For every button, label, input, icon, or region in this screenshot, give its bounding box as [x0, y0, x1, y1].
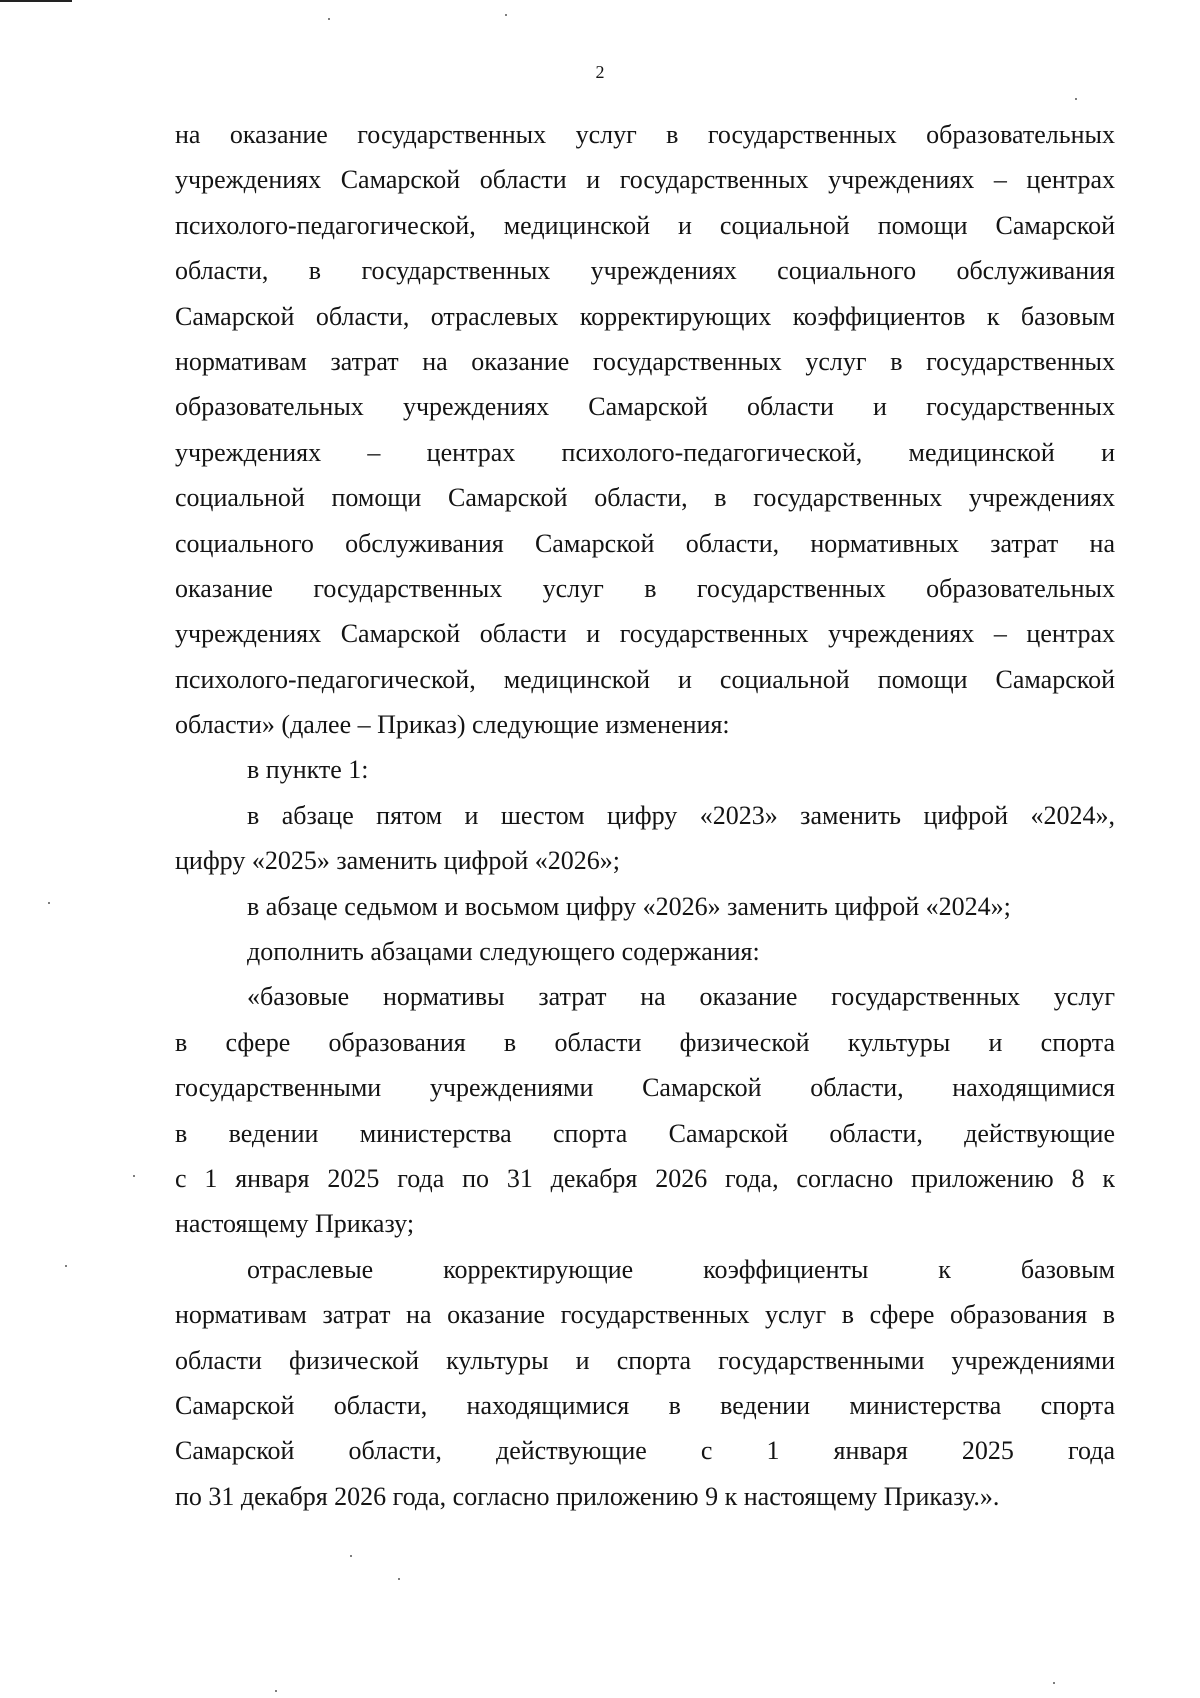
- text-line: нормативам затрат на оказание государственных услуг в государственных: [175, 346, 1115, 376]
- text-line: дополнить абзацами следующего содержания:: [247, 937, 760, 967]
- page-number: 2: [595, 62, 605, 82]
- text-line: психолого-педагогической, медицинской и социальной помощи Самарской: [175, 210, 1115, 240]
- scan-speck: [328, 18, 330, 20]
- text-line: области физической культуры и спорта государственными учреждениями: [175, 1345, 1115, 1375]
- text-line: настоящему Приказу;: [175, 1209, 415, 1239]
- paragraph: [175, 1247, 1115, 1519]
- text-line: оказание государственных услуг в государственных образовательных: [175, 573, 1115, 603]
- text-line: учреждениях Самарской области и государственных учреждениях – центрах: [175, 165, 1115, 195]
- text-line: социальной помощи Самарской области, в государственных учреждениях: [175, 483, 1115, 513]
- scan-speck: [48, 902, 50, 904]
- text-line: отраслевые корректирующие коэффициенты к базовым: [247, 1254, 1115, 1284]
- text-line: Самарской области, находящимися в ведении министерства спорта: [175, 1390, 1115, 1420]
- scan-speck: [65, 1265, 67, 1267]
- scan-speck: [133, 1175, 135, 1177]
- text-line: психолого-педагогической, медицинской и социальной помощи Самарской: [175, 664, 1115, 694]
- text-line: «базовые нормативы затрат на оказание государственных услуг: [247, 982, 1115, 1012]
- text-line: в ведении министерства спорта Самарской области, действующие: [175, 1118, 1115, 1148]
- paragraph: [175, 793, 1115, 884]
- text-line: области» (далее – Приказ) следующие изменения:: [175, 710, 730, 740]
- text-line: государственными учреждениями Самарской области, находящимися: [175, 1073, 1115, 1103]
- text-line: Самарской области, действующие с 1 января 2025 года: [175, 1436, 1115, 1466]
- document-body: [175, 112, 1115, 1519]
- paragraph: [175, 112, 1115, 747]
- text-line: по 31 декабря 2026 года, согласно приложению 9 к настоящему Приказу.».: [175, 1481, 1000, 1511]
- text-line: с 1 января 2025 года по 31 декабря 2026 года, согласно приложению 8 к: [175, 1163, 1115, 1193]
- scan-speck: [398, 1578, 400, 1580]
- text-line: в абзаце пятом и шестом цифру «2023» заменить цифрой «2024»,: [247, 800, 1115, 830]
- text-line: цифру «2025» заменить цифрой «2026»;: [175, 846, 620, 876]
- text-line: учреждениях – центрах психолого-педагогической, медицинской и: [175, 437, 1115, 467]
- text-line: в пункте 1:: [247, 755, 369, 785]
- text-line: нормативам затрат на оказание государственных услуг в сфере образования в: [175, 1300, 1115, 1330]
- scan-speck: [1075, 98, 1077, 100]
- text-line: в абзаце седьмом и восьмом цифру «2026» заменить цифрой «2024»;: [247, 891, 1011, 921]
- paragraph: [175, 974, 1115, 1246]
- scan-speck: [1053, 1682, 1055, 1684]
- scan-speck: [350, 1555, 352, 1557]
- scan-edge-mark: [0, 0, 72, 8]
- paragraph: [175, 929, 1115, 974]
- text-line: учреждениях Самарской области и государственных учреждениях – центрах: [175, 619, 1115, 649]
- text-line: социального обслуживания Самарской области, нормативных затрат на: [175, 528, 1115, 558]
- paragraph: [175, 747, 1115, 792]
- text-line: образовательных учреждениях Самарской области и государственных: [175, 392, 1115, 422]
- text-line: области, в государственных учреждениях социального обслуживания: [175, 256, 1115, 286]
- text-line: Самарской области, отраслевых корректирующих коэффициентов к базовым: [175, 301, 1115, 331]
- scan-speck: [275, 1690, 277, 1692]
- text-line: на оказание государственных услуг в государственных образовательных: [175, 120, 1115, 149]
- scan-speck: [505, 14, 507, 16]
- text-line: в сфере образования в области физической культуры и спорта: [175, 1027, 1115, 1057]
- paragraph: [175, 884, 1115, 929]
